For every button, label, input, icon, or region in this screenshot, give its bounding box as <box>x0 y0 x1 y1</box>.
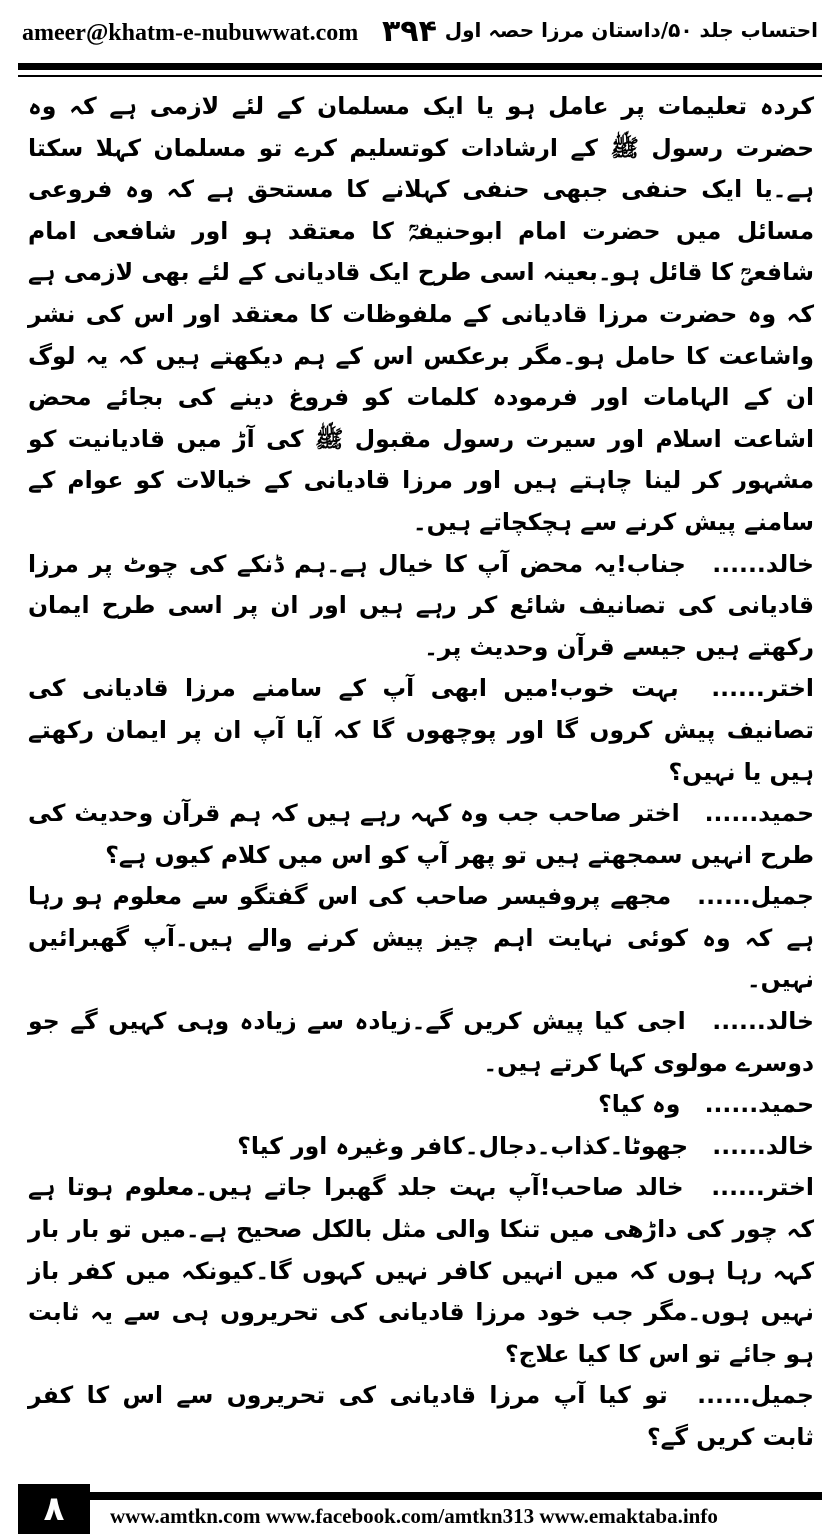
dialogue-speaker: حمید...... <box>704 1090 814 1119</box>
dialogue-line <box>28 1084 814 1126</box>
dialogue-line <box>28 876 814 1001</box>
dialogue-line <box>28 668 814 793</box>
dialogue-line <box>28 1001 814 1084</box>
dialogue-text: اختر صاحب جب وہ کہہ رہے ہیں کہ ہم قرآن وحدیث کی طرح انہیں سمجھتے ہیں تو پھر آپ کو اس میں کلام کیوں ہے؟ <box>28 799 814 869</box>
dialogue-line <box>28 1375 814 1458</box>
dialogue-speaker: خالد...... <box>712 549 814 578</box>
footer-rule <box>90 1492 822 1500</box>
page-content <box>28 86 814 1459</box>
dialogue-speaker: اختر...... <box>711 1173 814 1202</box>
dialogue-text: وہ کیا؟ <box>598 1090 681 1119</box>
dialogue-text: خالد صاحب!آپ بہت جلد گھبرا جاتے ہیں۔معلوم ہوتا ہے کہ چور کی داڑھی میں تنکا والی مثل بالکل صحیح ہے۔میں تو بار بار کہہ رہا ہوں کہ میں انہیں کافر نہیں کہوں گا۔کیونکہ میں کفر باز نہیں ہوں۔مگر جب خود مرزا قادیانی کی تحریروں ہی سے یہ ثابت ہو جائے تو اس کا کیا علاج؟ <box>28 1173 814 1368</box>
dialogue-line <box>28 544 814 669</box>
dialogue-line <box>28 1126 814 1168</box>
footer-links[interactable]: www.amtkn.com www.facebook.com/amtkn313 www.emaktaba.info <box>110 1504 718 1528</box>
page-footer <box>18 1484 822 1534</box>
dialogue-text: تو کیا آپ مرزا قادیانی کی تحریروں سے اس کا کفر ثابت کریں گے؟ <box>28 1381 814 1451</box>
dialogue-text: جناب!یہ محض آپ کا خیال ہے۔ہم ڈنکے کی چوٹ پر مرزا قادیانی کی تصانیف شائع کر رہے ہیں اور ان پر اسی طرح ایمان رکھتے ہیں جیسے قرآن وحدیث پر۔ <box>28 549 814 661</box>
dialogue-text: اجی کیا پیش کریں گے۔زیادہ سے زیادہ وہی کہیں گے جو دوسرے مولوی کہا کرتے ہیں۔ <box>28 1007 814 1077</box>
header-book-title: احتساب جلد ۵۰/داستان مرزا حصہ اول <box>444 18 818 42</box>
dialogue-speaker: اختر...... <box>711 674 814 703</box>
dialogue-speaker: جمیل...... <box>697 882 814 911</box>
header-rule-thick <box>18 63 822 70</box>
footer-page-number: ۸ <box>18 1484 90 1534</box>
dialogue-text: بہت خوب!میں ابھی آپ کے سامنے مرزا قادیانی کی تصانیف پیش کروں گا اور پوچھوں گا کہ آیا آپ ان پر ایمان رکھتے ہیں یا نہیں؟ <box>28 674 814 786</box>
header-page-number: ۳۹۴ <box>382 14 437 49</box>
dialogue-line <box>28 1167 814 1375</box>
dialogue-speaker: خالد...... <box>712 1007 814 1036</box>
dialogue-line <box>28 793 814 876</box>
dialogue-speaker: خالد...... <box>712 1131 814 1160</box>
page-header <box>22 12 818 58</box>
header-rule-thin <box>18 75 822 77</box>
intro-paragraph: کردہ تعلیمات پر عامل ہو یا ایک مسلمان کے لئے لازمی ہے کہ وہ حضرت رسول ﷺ کے ارشادات کوتسلیم کرے تو مسلمان کہلا سکتا ہے۔یا ایک حنفی جبھی حنفی کہلانے کا مستحق ہے کہ وہ فروعی مسائل میں حضرت امام ابوحنیفہؒ کا معتقد ہو اور شافعی امام شافعیؒ کا قائل ہو۔بعینہ اسی طرح ایک قادیانی کے لئے بھی لازمی ہے کہ وہ حضرت مرزا قادیانی کے ملفوظات کا معتقد اور اس کی نشر واشاعت کا حامل ہو۔مگر برعکس اس کے ہم دیکھتے ہیں کہ یہ لوگ ان کے الہامات اور فرمودہ کلمات کو فروغ دینے کی بجائے محض اشاعت اسلام اور سیرت رسول مقبول ﷺ کی آڑ میں قادیانیت کو مشہور کر لینا چاہتے ہیں اور مرزا قادیانی کے خیالات کو عوام کے سامنے پیش کرنے سے ہچکچاتے ہیں۔ <box>28 92 814 536</box>
header-email[interactable]: ameer@khatm-e-nubuwwat.com <box>22 20 359 46</box>
dialogue-speaker: حمید...... <box>704 799 814 828</box>
dialogue-speaker: جمیل...... <box>697 1381 814 1410</box>
dialogue-text: جھوٹا۔کذاب۔دجال۔کافر وغیرہ اور کیا؟ <box>237 1131 689 1160</box>
dialogue-text: مجھے پروفیسر صاحب کی اس گفتگو سے معلوم ہو رہا ہے کہ وہ کوئی نہایت اہم چیز پیش کرنے والے ہیں۔آپ گھبرائیں نہیں۔ <box>28 882 814 994</box>
